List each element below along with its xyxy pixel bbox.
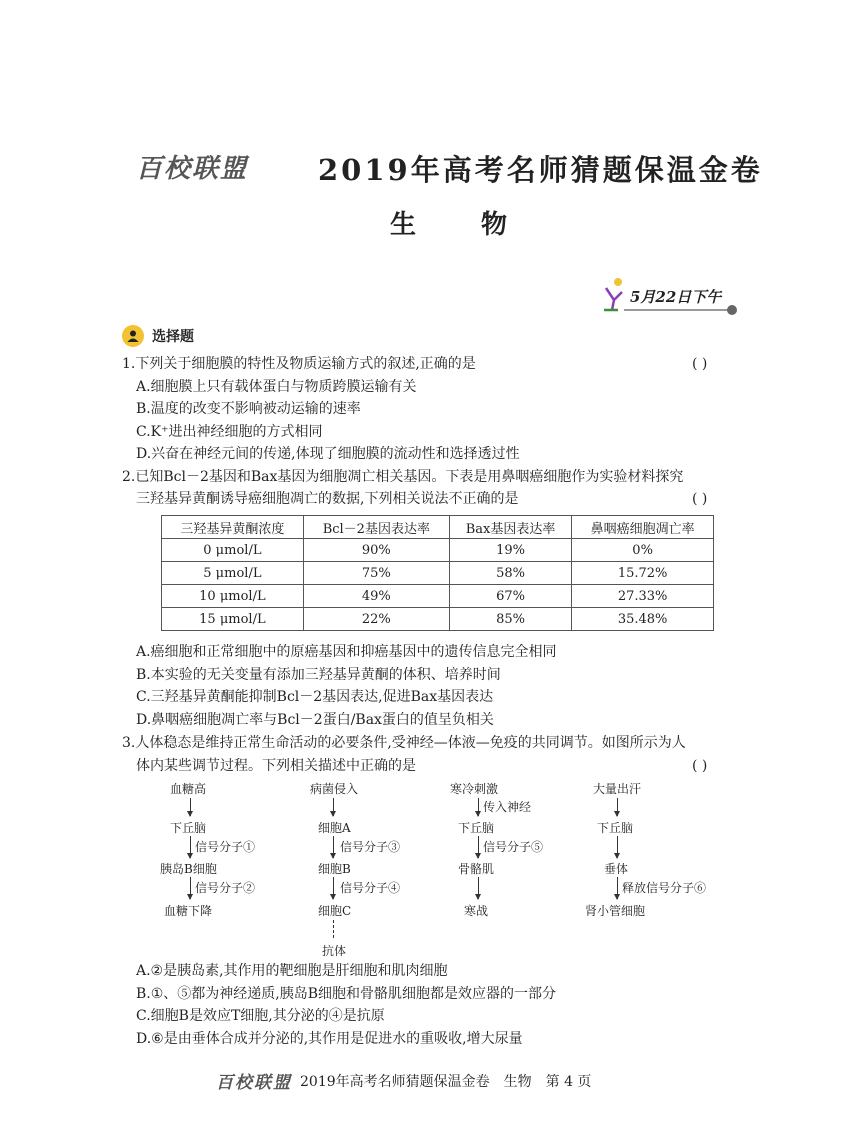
diagram-col4 xyxy=(585,780,735,920)
label-signal-3: 信号分子③ xyxy=(340,840,401,854)
table-header-cell: 鼻咽癌细胞凋亡率 xyxy=(572,516,714,539)
table-cell: 22% xyxy=(303,608,449,631)
node-hypothalamus: 下丘脑 xyxy=(170,821,207,835)
node-hypothalamus: 下丘脑 xyxy=(458,821,495,835)
table-cell: 58% xyxy=(449,562,571,585)
diagram-col2 xyxy=(300,780,440,960)
arrow-down-icon xyxy=(617,798,618,816)
node-islet-b-cell: 胰岛B细胞 xyxy=(160,862,217,876)
table-cell: 67% xyxy=(449,585,571,608)
table-cell: 0% xyxy=(572,539,714,562)
table-cell: 15 μmol/L xyxy=(162,608,304,631)
diagram-col1 xyxy=(150,780,290,920)
q1-option-c: C.K⁺进出神经细胞的方式相同 xyxy=(136,424,323,440)
node-cold-stimulus: 寒冷刺激 xyxy=(450,782,499,796)
arrow-down-icon xyxy=(333,798,334,816)
table-header-cell: Bax基因表达率 xyxy=(449,516,571,539)
node-antibody: 抗体 xyxy=(322,944,347,958)
arrow-down-icon xyxy=(190,836,191,858)
footer-text: 2019年高考名师猜题保温金卷 生物 第 4 页 xyxy=(300,1073,592,1090)
person-icon xyxy=(122,325,144,347)
arrow-down-icon xyxy=(478,877,479,899)
node-heavy-sweating: 大量出汗 xyxy=(593,782,642,796)
node-blood-sugar-down: 血糖下降 xyxy=(164,904,213,918)
node-skeletal-muscle: 骨骼肌 xyxy=(458,862,495,876)
section-title: 选择题 xyxy=(152,329,194,345)
node-blood-sugar-high: 血糖高 xyxy=(170,782,207,796)
arrow-down-icon xyxy=(333,836,334,858)
arrow-down-icon xyxy=(333,877,334,899)
q2-stem-line2: 三羟基异黄酮诱导癌细胞凋亡的数据,下列相关说法不正确的是 xyxy=(136,491,519,507)
label-signal-6: 释放信号分子⑥ xyxy=(622,881,707,895)
data-table xyxy=(161,515,714,631)
page-footer xyxy=(216,1068,591,1093)
node-shivering: 寒战 xyxy=(464,904,489,918)
table-cell: 35.48% xyxy=(572,608,714,631)
table-header-cell: 三羟基异黄酮浓度 xyxy=(162,516,304,539)
q2-option-c: C.三羟基异黄酮能抑制Bcl－2基因表达,促进Bax基因表达 xyxy=(136,689,494,705)
q3-stem-line2: 体内某些调节过程。下列相关描述中正确的是 xyxy=(136,758,416,774)
q3-option-a: A.②是胰岛素,其作用的靶细胞是肝细胞和肌肉细胞 xyxy=(136,963,448,979)
q3-answer-paren: ( ) xyxy=(692,758,708,774)
q1-answer-paren: ( ) xyxy=(692,356,708,372)
q3-stem-line1: 3.人体稳态是维持正常生命活动的必要条件,受神经—体液—免疫的共同调节。如图所示为人 xyxy=(122,735,686,751)
table-row xyxy=(162,539,714,562)
table-row xyxy=(162,608,714,631)
q2-answer-paren: ( ) xyxy=(692,491,708,507)
node-renal-tubule-cell: 肾小管细胞 xyxy=(585,904,646,918)
date-badge-text: 5月22日下午 xyxy=(630,288,722,306)
q1-option-a: A.细胞膜上只有载体蛋白与物质跨膜运输有关 xyxy=(136,379,417,395)
paper-title: 2019年高考名师猜题保温金卷 xyxy=(318,153,763,187)
dashed-arrow-icon xyxy=(333,920,334,938)
brand-logo: 百校联盟 xyxy=(136,154,249,184)
arrow-down-icon xyxy=(478,836,479,858)
label-signal-5: 信号分子⑤ xyxy=(483,840,544,854)
q1-option-b: B.温度的改变不影响被动运输的速率 xyxy=(136,401,361,417)
table-cell: 10 μmol/L xyxy=(162,585,304,608)
q1-stem: 1.下列关于细胞膜的特性及物质运输方式的叙述,正确的是 xyxy=(122,356,476,372)
table-cell: 75% xyxy=(303,562,449,585)
q2-option-d: D.鼻咽癌细胞凋亡率与Bcl－2蛋白/Bax蛋白的值呈负相关 xyxy=(136,712,494,728)
node-cell-b: 细胞B xyxy=(318,862,351,876)
arrow-down-icon xyxy=(617,836,618,858)
label-signal-4: 信号分子④ xyxy=(340,881,401,895)
table-row xyxy=(162,562,714,585)
table-cell: 19% xyxy=(449,539,571,562)
arrow-down-icon xyxy=(478,798,479,816)
label-afferent-nerve: 传入神经 xyxy=(483,800,532,814)
label-signal-1: 信号分子① xyxy=(195,840,256,854)
arrow-down-icon xyxy=(190,798,191,816)
node-pathogen-invasion: 病菌侵入 xyxy=(310,782,359,796)
table-cell: 15.72% xyxy=(572,562,714,585)
table-header-cell: Bcl－2基因表达率 xyxy=(303,516,449,539)
diagram-col3 xyxy=(450,780,590,920)
table-cell: 5 μmol/L xyxy=(162,562,304,585)
label-signal-2: 信号分子② xyxy=(195,881,256,895)
table-header-row xyxy=(162,516,714,539)
table-cell: 49% xyxy=(303,585,449,608)
q2-stem-line1: 2.已知Bcl－2基因和Bax基因为细胞凋亡相关基因。下表是用鼻咽癌细胞作为实验材料探究 xyxy=(122,469,684,485)
node-pituitary: 垂体 xyxy=(604,862,629,876)
node-cell-a: 细胞A xyxy=(318,821,351,835)
section-heading xyxy=(122,324,194,348)
arrow-down-icon xyxy=(617,877,618,899)
subject-title: 生 物 xyxy=(390,210,536,240)
q2-option-a: A.癌细胞和正常细胞中的原癌基因和抑癌基因中的遗传信息完全相同 xyxy=(136,644,557,660)
table-cell: 27.33% xyxy=(572,585,714,608)
node-cell-c: 细胞C xyxy=(318,904,352,918)
footer-logo: 百校联盟 xyxy=(216,1073,292,1093)
q1-option-d: D.兴奋在神经元间的传递,体现了细胞膜的流动性和选择透过性 xyxy=(136,446,520,462)
table-cell: 90% xyxy=(303,539,449,562)
table-row xyxy=(162,585,714,608)
node-hypothalamus: 下丘脑 xyxy=(597,821,634,835)
arrow-down-icon xyxy=(190,877,191,899)
q2-option-b: B.本实验的无关变量有添加三羟基异黄酮的体积、培养时间 xyxy=(136,667,501,683)
q3-option-d: D.⑥是由垂体合成并分泌的,其作用是促进水的重吸收,增大尿量 xyxy=(136,1031,523,1047)
table-cell: 0 μmol/L xyxy=(162,539,304,562)
table-cell: 85% xyxy=(449,608,571,631)
q3-option-b: B.①、⑤都为神经递质,胰岛B细胞和骨骼肌细胞都是效应器的一部分 xyxy=(136,986,557,1002)
q3-option-c: C.细胞B是效应T细胞,其分泌的④是抗原 xyxy=(136,1008,385,1024)
